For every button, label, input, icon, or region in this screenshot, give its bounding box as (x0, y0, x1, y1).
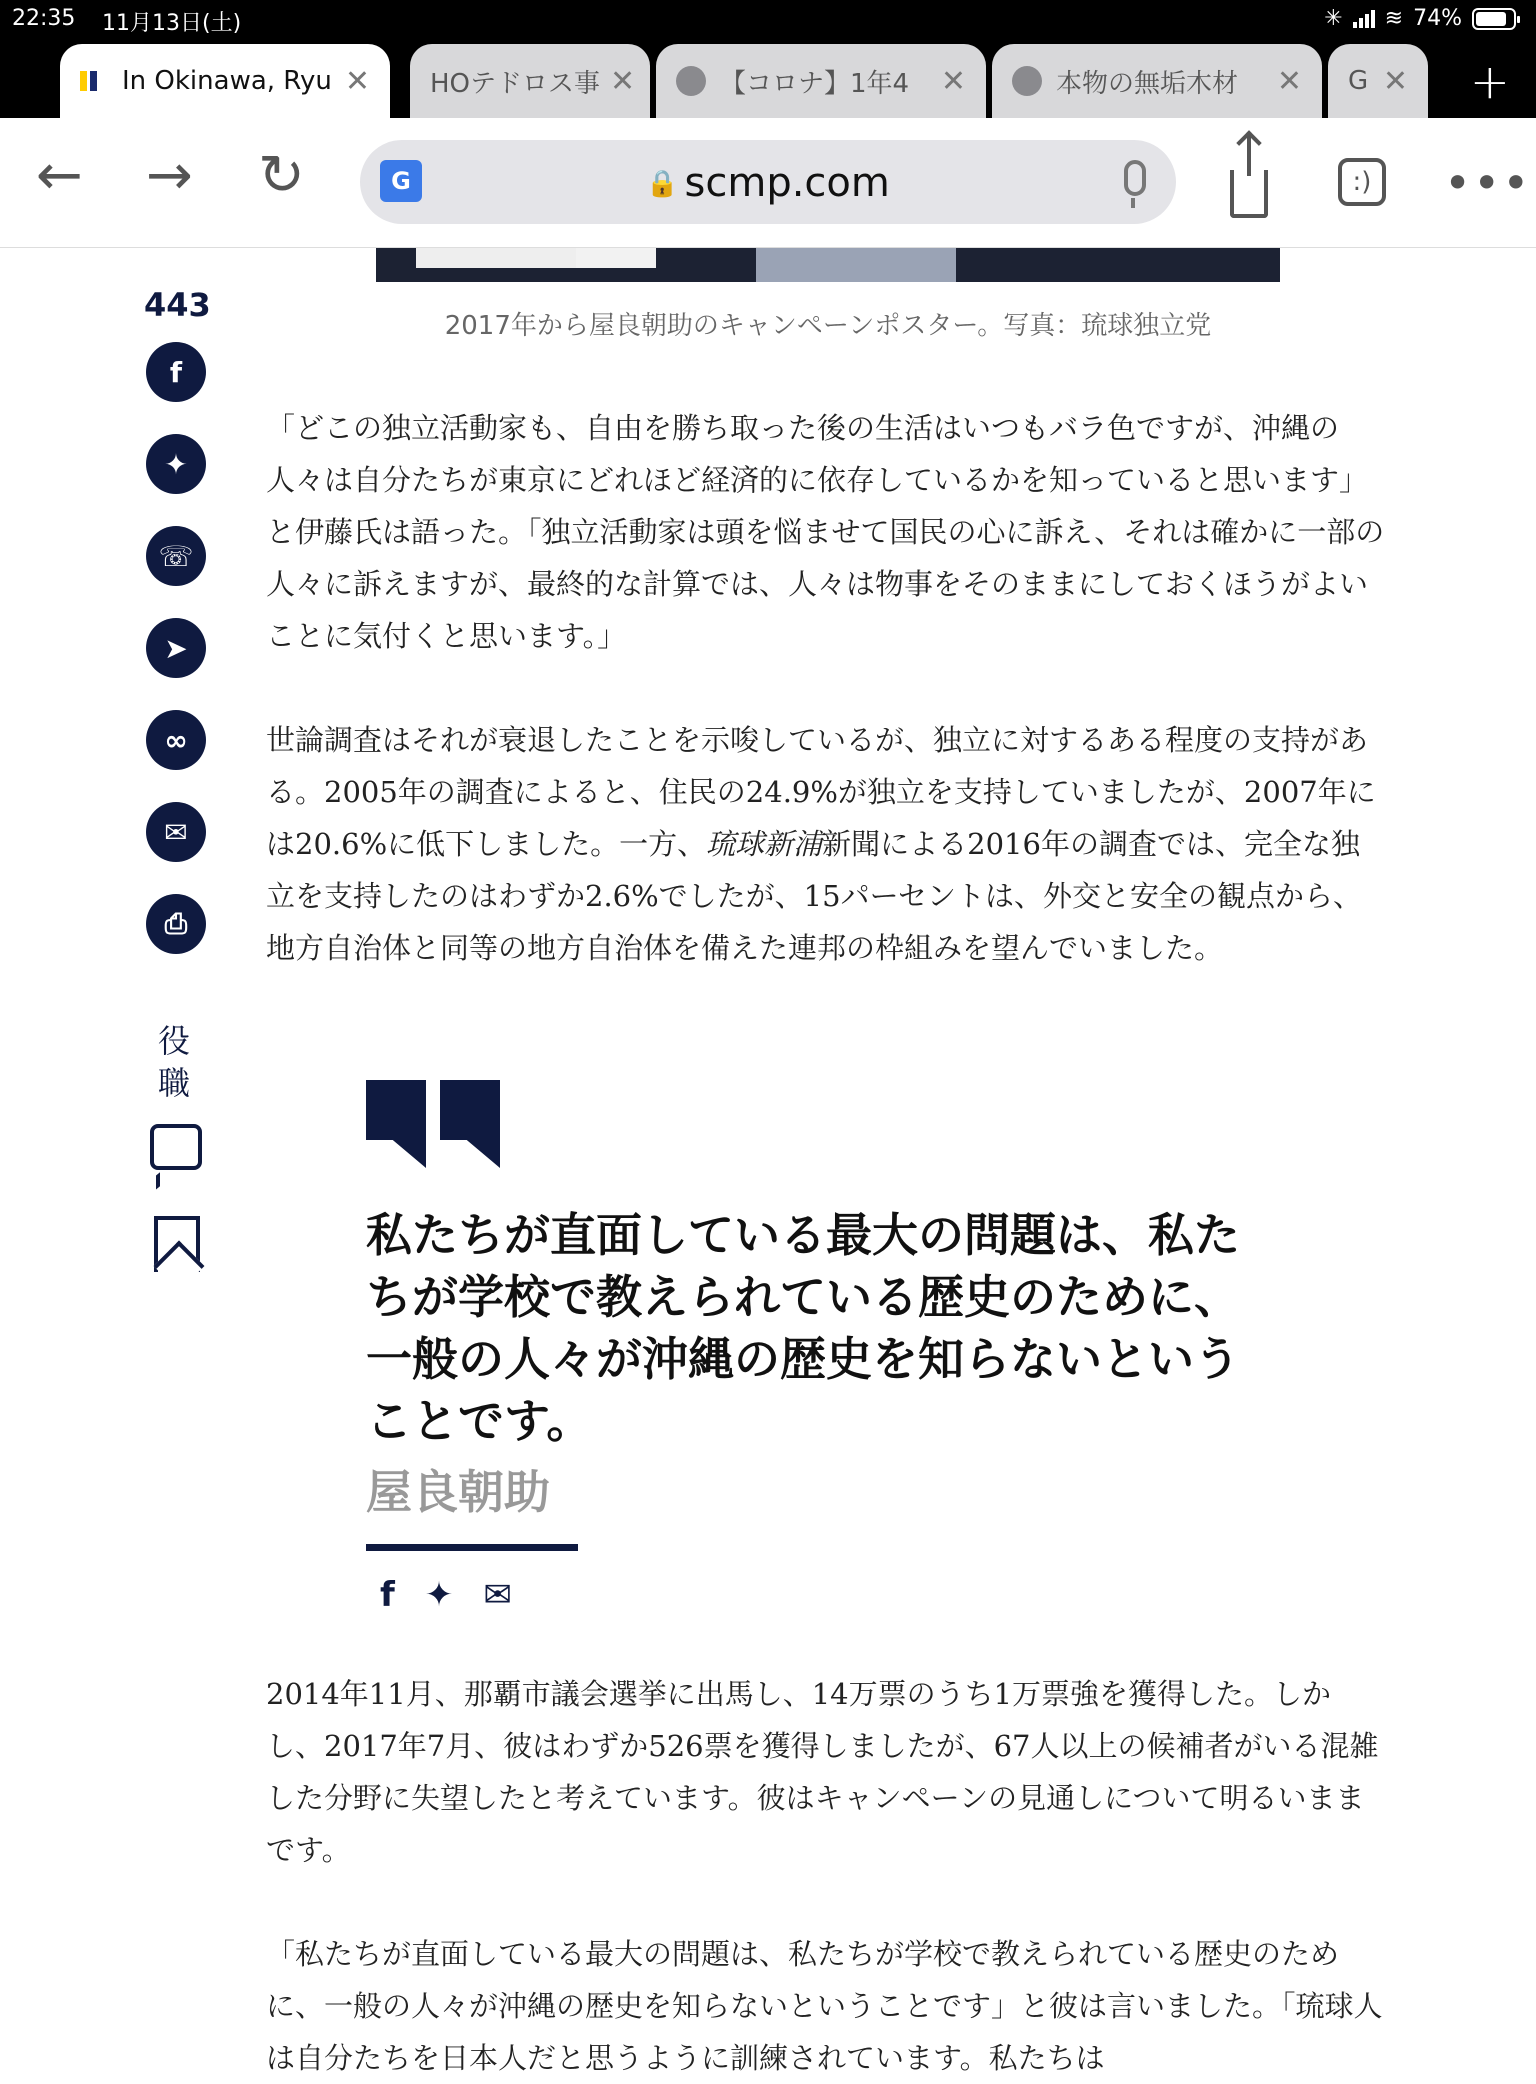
tab-title: HOテドロス事 (430, 68, 601, 99)
paragraph-4: 「私たちが直面している最大の問題は、私たちが学校で教えられている歴史のために、一般の人々が沖縄の歴史を知らないということです」と彼は言いました。「琉球人は自分たちを日本人だと思うように訓練されています。私たちは (266, 1937, 1383, 2075)
tab-title: G (1348, 66, 1369, 96)
print-icon[interactable]: ⎙ (146, 894, 206, 954)
tab-switcher-button[interactable]: :) (1338, 158, 1386, 206)
tab-title: In Okinawa, Ryu (122, 66, 332, 96)
scmp-favicon (80, 71, 100, 91)
share-icon[interactable] (1230, 170, 1268, 218)
quote-text: 私たちが直面している最大の問題は、私たちが学校で教えられている歴史のために、一般の人々が沖縄の歴史を知らないということです。 (366, 1208, 1240, 1448)
pull-quote (366, 1080, 1286, 1615)
status-time: 22:35 (12, 6, 76, 31)
quote-mark-icon (366, 1080, 1286, 1170)
signal-icon (1353, 10, 1375, 28)
battery-icon (1472, 8, 1516, 30)
facebook-icon[interactable]: f (380, 1575, 395, 1615)
tab-title: 本物の無垢木材 (1056, 68, 1239, 99)
translate-icon[interactable]: G (380, 160, 422, 202)
bookmark-icon[interactable] (154, 1216, 200, 1272)
tab-wood[interactable] (992, 44, 1322, 118)
tab-title: 【コロナ】1年4 (720, 68, 910, 99)
new-tab-button[interactable]: + (1469, 54, 1510, 110)
reload-button[interactable]: ↻ (258, 143, 305, 208)
email-icon[interactable]: ✉ (146, 802, 206, 862)
quote-share (366, 1575, 1286, 1615)
paragraph-1: 「どこの独立活動家も、自由を勝ち取った後の生活はいつもバラ色ですが、沖縄の人々は自分たちが東京にどれほど経済的に依存しているかを知っていると思います」と伊藤氏は語った。「独立活動家は頭を悩ませて国民の心に訴え、それは確かに一部の人々に訴えますが、最終的な計算では、人々は物事をそのままにしておくほうがよいことに気付くと思います。」 (266, 411, 1385, 653)
close-icon[interactable]: ✕ (1276, 63, 1302, 99)
status-indicators (1324, 6, 1516, 31)
browser-toolbar (0, 118, 1536, 248)
share-rail (144, 286, 211, 986)
tab-g[interactable] (1328, 44, 1428, 118)
facebook-icon[interactable]: f (146, 342, 206, 402)
back-button[interactable]: ← (36, 143, 83, 208)
tab-okinawa[interactable] (60, 44, 390, 118)
rail-label: 役職 (157, 1022, 190, 1102)
paragraph-3: 2014年11月、那覇市議会選挙に出馬し、14万票のうち1万票強を獲得した。しかし、2017年7月、彼はわずか526票を獲得しましたが、67人以上の候補者がいる混雑した分野に失望したと考えています。彼はキャンペーンの見通しについて明るいままです。 (266, 1677, 1379, 1867)
loading-icon: ✳ (1324, 6, 1343, 31)
wifi-icon: ≋ (1384, 6, 1404, 31)
telegram-icon[interactable]: ➤ (146, 618, 206, 678)
comment-icon[interactable] (150, 1124, 202, 1170)
url-text: scmp.com (684, 160, 890, 206)
paragraph-2: 世論調査はそれが衰退したことを示唆しているが、独立に対するある程度の支持がある。2005年の調査によると、住民の24.9%が独立を支持していましたが、2007年には20.6%に低下しました。一方、琉球新浦新聞による2016年の調査では、完全な独立を支持したのはわずか2.6%でしたが、15パーセントは、外交と安全の観点から、地方自治体と同等の地方自治体を備えた連邦の枠組みを望んでいました。 (266, 723, 1376, 965)
close-icon[interactable]: ✕ (940, 63, 966, 99)
whatsapp-icon[interactable]: ☏ (146, 526, 206, 586)
globe-icon (1012, 66, 1042, 96)
article-photo (376, 248, 1280, 282)
newspaper-name: 琉球新浦 (706, 827, 823, 861)
close-icon[interactable]: ✕ (610, 63, 636, 99)
quote-author: 屋良朝助 (366, 1465, 550, 1519)
tab-tedros[interactable] (410, 44, 650, 118)
link-icon[interactable]: ∞ (146, 710, 206, 770)
tab-corona[interactable] (656, 44, 986, 118)
share-count: 443 (144, 286, 211, 324)
lock-icon: 🔒 (646, 169, 679, 199)
more-icon[interactable]: ••• (1444, 156, 1532, 210)
close-icon[interactable]: ✕ (1382, 63, 1408, 99)
quote-divider (366, 1544, 578, 1551)
mic-icon[interactable] (1124, 160, 1146, 196)
forward-button[interactable]: → (146, 143, 193, 208)
twitter-icon[interactable]: ✦ (424, 1575, 454, 1615)
photo-caption: 2017年から屋良朝助のキャンペーンポスター。写真：琉球独立党 (444, 311, 1212, 341)
status-bar (0, 0, 1536, 40)
status-date: 11月13日(土) (102, 11, 242, 36)
address-bar[interactable] (360, 140, 1176, 224)
globe-icon (676, 66, 706, 96)
battery-percent: 74% (1413, 6, 1462, 31)
twitter-icon[interactable]: ✦ (146, 434, 206, 494)
email-icon[interactable]: ✉ (483, 1575, 512, 1615)
close-icon[interactable]: ✕ (344, 63, 370, 99)
tab-bar (0, 40, 1536, 118)
